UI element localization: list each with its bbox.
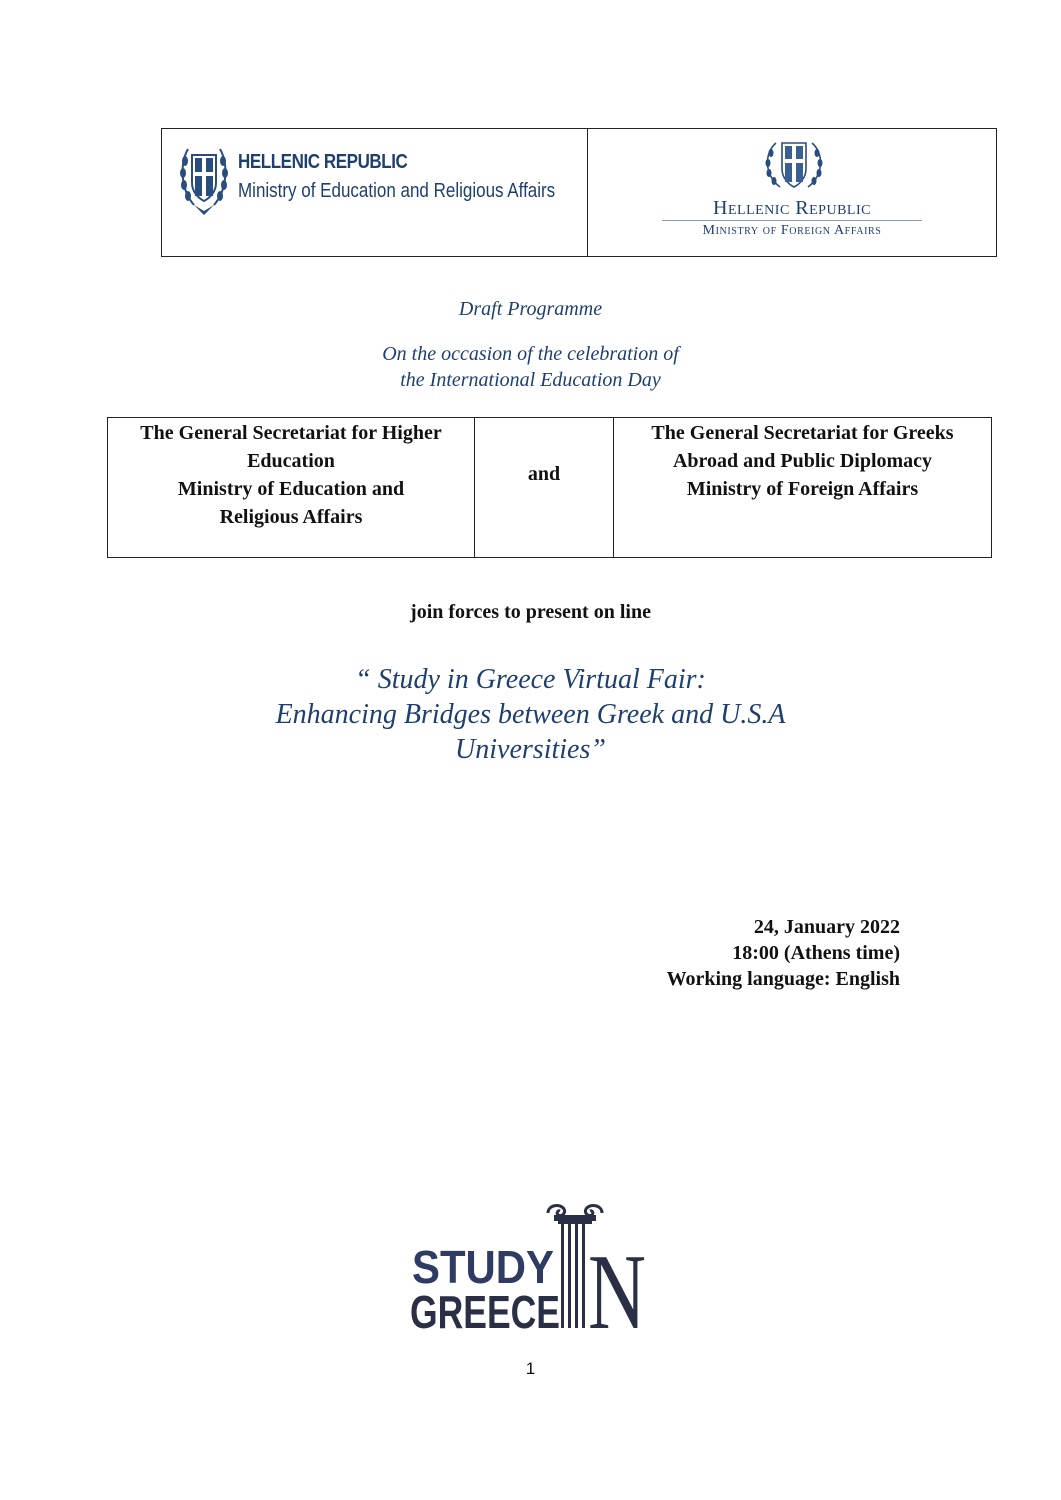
join-forces-text: join forces to present on line bbox=[410, 601, 651, 623]
event-title-line-1: “ Study in Greece Virtual Fair: bbox=[355, 664, 706, 695]
moe-title: HELLENIC REPUBLIC bbox=[238, 151, 408, 173]
greek-coat-of-arms-icon bbox=[762, 135, 826, 193]
page-number: 1 bbox=[525, 1359, 536, 1378]
organizer-right-cell bbox=[614, 418, 991, 557]
mfa-logo-cell bbox=[588, 129, 996, 256]
organizer-right-line: The General Secretariat for Greeks bbox=[651, 422, 954, 444]
event-language: Working language: English bbox=[666, 968, 900, 990]
mfa-title: Hellenic Republic bbox=[713, 197, 871, 219]
event-title bbox=[0, 662, 1061, 767]
organizer-left-cell bbox=[108, 418, 475, 557]
occasion-line-2: the International Education Day bbox=[400, 369, 661, 391]
study-in-greece-logo bbox=[408, 1203, 652, 1352]
organizer-left-line: The General Secretariat for Higher bbox=[140, 422, 442, 444]
mfa-subtitle: Ministry of Foreign Affairs bbox=[702, 223, 882, 238]
moe-logo-cell bbox=[162, 129, 588, 256]
organizer-left-line: Religious Affairs bbox=[219, 506, 363, 528]
greek-coat-of-arms-icon bbox=[178, 139, 230, 217]
event-details bbox=[667, 914, 900, 992]
occasion-line-1: On the occasion of the celebration of bbox=[382, 343, 679, 365]
organizer-left-line: Ministry of Education and bbox=[177, 478, 405, 500]
draft-programme-heading: Draft Programme bbox=[458, 298, 603, 320]
event-title-line-3: Universities” bbox=[455, 734, 606, 765]
logo-word-greece: GREECE bbox=[410, 1286, 560, 1338]
event-time: 18:00 (Athens time) bbox=[732, 942, 900, 964]
conjunction-and: and bbox=[527, 463, 561, 485]
organizer-right-line: Ministry of Foreign Affairs bbox=[686, 478, 919, 500]
mfa-divider bbox=[662, 220, 922, 221]
logo-word-study: STUDY bbox=[412, 1241, 554, 1293]
organizer-conjunction-cell bbox=[475, 418, 614, 557]
moe-subtitle: Ministry of Education and Religious Affairs bbox=[238, 180, 556, 202]
logo-letter-n: N bbox=[588, 1233, 646, 1352]
occasion-text bbox=[0, 341, 1061, 393]
event-title-line-2: Enhancing Bridges between Greek and U.S.A bbox=[275, 699, 786, 730]
organizer-right-line: Abroad and Public Diplomacy bbox=[672, 450, 933, 472]
organizer-left-line: Education bbox=[247, 450, 335, 472]
logos-table bbox=[161, 128, 997, 257]
event-date: 24, January 2022 bbox=[753, 916, 900, 938]
organizers-table bbox=[107, 417, 992, 558]
